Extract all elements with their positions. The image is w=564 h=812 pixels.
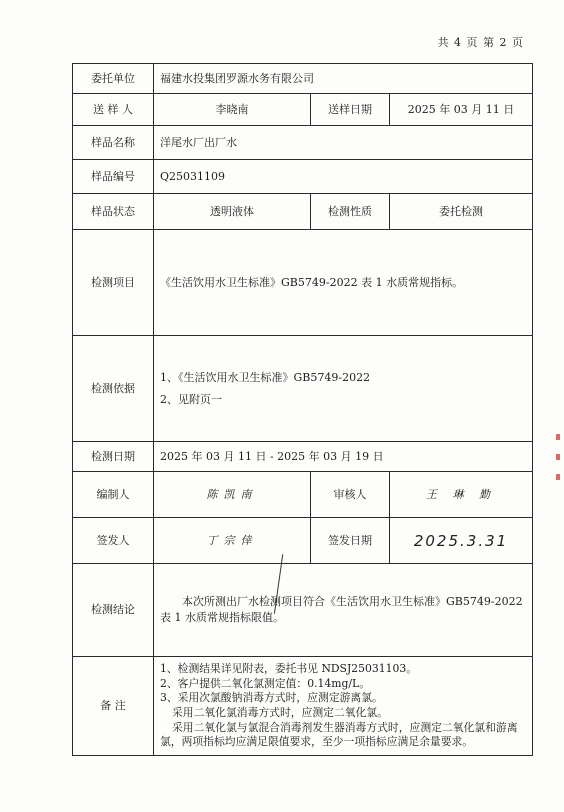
- client-label: 委托单位: [73, 64, 154, 94]
- compiler-signature: 陈凯南: [154, 472, 311, 518]
- sample-id-value: Q25031109: [154, 160, 533, 194]
- issue-date-label: 签发日期: [311, 518, 390, 564]
- client-value: 福建水投集团罗源水务有限公司: [154, 64, 533, 94]
- sample-state-value: 透明液体: [154, 194, 311, 230]
- margin-stamp-edge: [556, 420, 562, 530]
- conclusion-label: 检测结论: [73, 564, 154, 657]
- reviewer-label: 审核人: [311, 472, 390, 518]
- test-items-label: 检测项目: [73, 230, 154, 336]
- issue-date-signature: 2025.3.31: [390, 518, 533, 564]
- test-date-value: 2025 年 03 月 11 日 - 2025 年 03 月 19 日: [154, 442, 533, 472]
- conclusion-value: 本次所测出厂水检测项目符合《生活饮用水卫生标准》GB5749-2022 表 1 水质常规指标限值。: [154, 564, 533, 657]
- sample-name-value: 洋尾水厂出厂水: [154, 126, 533, 160]
- remarks-item: 3、采用次氯酸钠消毒方式时，应测定游离氯。: [160, 691, 383, 705]
- reviewer-signature: 王 琳 勤: [390, 472, 533, 518]
- sender-label: 送 样 人: [73, 94, 154, 126]
- test-basis-label: 检测依据: [73, 336, 154, 442]
- send-date-label: 送样日期: [311, 94, 390, 126]
- remarks-item: 采用二氧化氯消毒方式时，应测定二氧化氯。: [172, 706, 388, 719]
- remarks-item: 2、客户提供二氧化氯测定值：0.14mg/L。: [160, 676, 371, 690]
- test-date-label: 检测日期: [73, 442, 154, 472]
- page-number: 共 4 页 第 2 页: [437, 36, 524, 49]
- test-basis-list: [154, 336, 533, 442]
- remarks-item: 采用二氧化氯与氯混合消毒剂发生器消毒方式时，应测定二氧化氯和游离氯，两项指标均应满足限值要求，至少一项指标应满足余量要求。: [160, 720, 518, 749]
- test-report-form: [72, 63, 533, 756]
- send-date-value: 2025 年 03 月 11 日: [390, 94, 533, 126]
- sender-value: 李晓南: [154, 94, 311, 126]
- test-items-value: 《生活饮用水卫生标准》GB5749-2022 表 1 水质常规指标。: [154, 230, 533, 336]
- remarks-label: 备 注: [73, 657, 154, 756]
- test-nature-value: 委托检测: [390, 194, 533, 230]
- issuer-signature: 丁宗倖: [154, 518, 311, 564]
- sample-state-label: 样品状态: [73, 194, 154, 230]
- sample-name-label: 样品名称: [73, 126, 154, 160]
- compiler-label: 编制人: [73, 472, 154, 518]
- test-basis-item: 2、见附页一: [160, 392, 222, 406]
- issuer-label: 签发人: [73, 518, 154, 564]
- test-basis-item: 1、《生活饮用水卫生标准》GB5749-2022: [160, 370, 371, 384]
- remarks-list: [154, 657, 533, 756]
- sample-id-label: 样品编号: [73, 160, 154, 194]
- remarks-item: 1、检测结果详见附表，委托书见 NDSJ25031103。: [160, 662, 418, 676]
- test-nature-label: 检测性质: [311, 194, 390, 230]
